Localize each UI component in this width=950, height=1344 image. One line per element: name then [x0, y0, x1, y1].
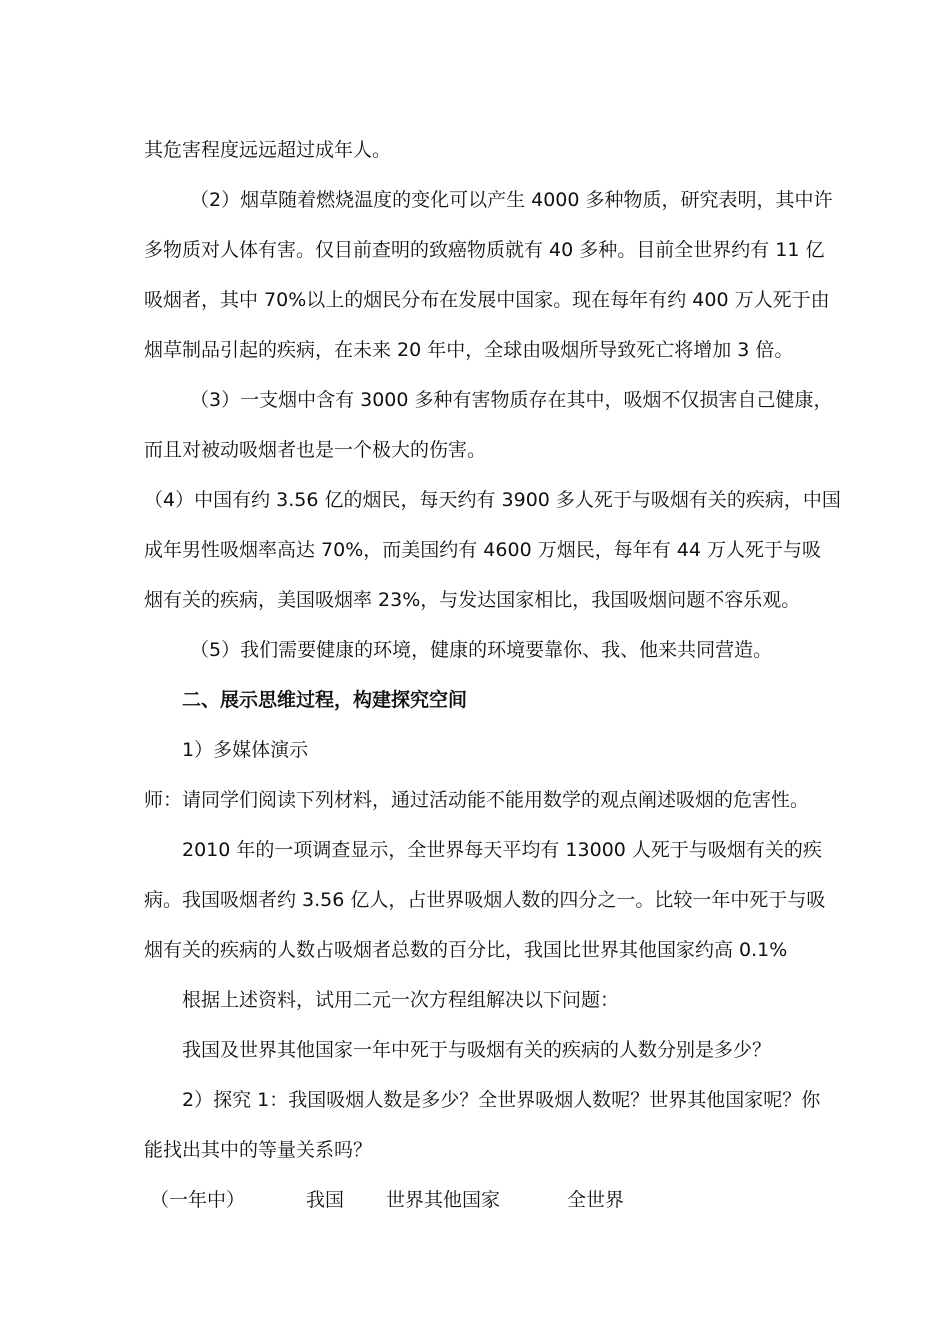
text-line: 病。我国吸烟者约 3.56 亿人，占世界吸烟人数的四分之一。比较一年中死于与吸	[144, 889, 826, 911]
text-line: 烟有关的疾病的人数占吸烟者总数的百分比，我国比世界其他国家约高 0.1%	[144, 939, 788, 961]
table-header-other-countries: 世界其他国家	[386, 1189, 501, 1211]
text-line: 2）探究 1：我国吸烟人数是多少？全世界吸烟人数呢？世界其他国家呢？你	[182, 1089, 821, 1111]
subsection-heading: 1）多媒体演示	[182, 739, 309, 761]
text-line: （3）一支烟中含有 3000 多种有害物质存在其中，吸烟不仅损害自己健康，	[190, 389, 833, 411]
text-line: （5）我们需要健康的环境，健康的环境要靠你、我、他来共同营造。	[190, 639, 773, 661]
text-line: 能找出其中的等量关系吗？	[144, 1139, 373, 1161]
text-line: 其危害程度远远超过成年人。	[144, 139, 392, 161]
text-line: 而且对被动吸烟者也是一个极大的伤害。	[144, 439, 487, 461]
text-line: （2）烟草随着燃烧温度的变化可以产生 4000 多种物质，研究表明，其中许	[190, 189, 833, 211]
text-line: 成年男性吸烟率高达 70%，而美国约有 4600 万烟民，每年有 44 万人死于与吸	[144, 539, 821, 561]
section-heading: 二、展示思维过程，构建探究空间	[182, 689, 468, 711]
text-line: 我国及世界其他国家一年中死于与吸烟有关的疾病的人数分别是多少？	[182, 1039, 772, 1061]
text-line: 2010 年的一项调查显示，全世界每天平均有 13000 人死于与吸烟有关的疾	[182, 839, 822, 861]
text-line: 烟草制品引起的疾病，在未来 20 年中，全球由吸烟所导致死亡将增加 3 倍。	[144, 339, 794, 361]
text-line: 烟有关的疾病，美国吸烟率 23%，与发达国家相比，我国吸烟问题不容乐观。	[144, 589, 801, 611]
table-header-world: 全世界	[567, 1189, 625, 1211]
text-line: 根据上述资料，试用二元一次方程组解决以下问题：	[182, 989, 620, 1011]
text-line: 吸烟者，其中 70%以上的烟民分布在发展中国家。现在每年有约 400 万人死于由	[144, 289, 830, 311]
table-header-china: 我国	[306, 1189, 345, 1211]
text-line: 多物质对人体有害。仅目前查明的致癌物质就有 40 多种。目前全世界约有 11 亿	[144, 239, 825, 261]
text-line: 师：请同学们阅读下列材料，通过活动能不能用数学的观点阐述吸烟的危害性。	[144, 789, 810, 811]
text-line: （4）中国有约 3.56 亿的烟民，每天约有 3900 多人死于与吸烟有关的疾病，中国	[144, 489, 841, 511]
table-header-period: （一年中）	[150, 1189, 246, 1211]
